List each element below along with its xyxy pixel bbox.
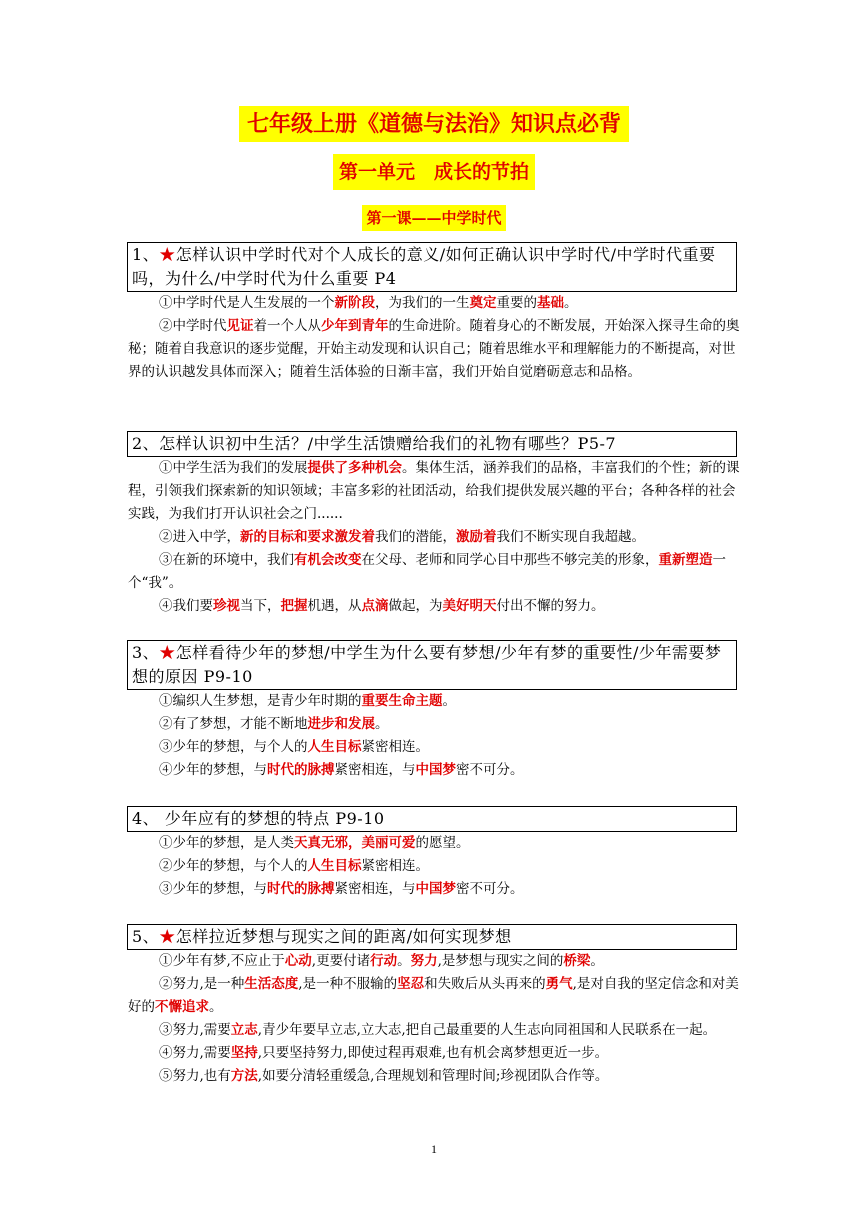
answer-text: ①编织人生梦想，是青少年时期的: [159, 693, 362, 709]
answer-item: [128, 595, 740, 618]
main-title: 七年级上册《道德与法治》知识点必背: [239, 106, 629, 142]
answer-text: ③努力,需要: [159, 1022, 231, 1038]
keyword: 人生目标: [307, 858, 362, 874]
answer-item: [128, 973, 740, 1019]
answer-item: [128, 713, 740, 736]
answer-text: ③少年的梦想，与: [159, 881, 267, 897]
keyword: 提供了多种机会: [307, 460, 402, 476]
answer-text: ②努力,是一种: [159, 976, 245, 992]
answer-list-5: [128, 950, 740, 1088]
answer-text: 。: [375, 716, 389, 732]
keyword: 努力: [410, 953, 438, 969]
answer-text: 我们不断实现自我超越。: [496, 529, 645, 545]
answer-text: 机遇，从: [307, 598, 362, 614]
keyword: 生活态度: [244, 976, 299, 992]
answer-text: ②中学时代: [159, 318, 227, 334]
keyword: 把握: [280, 598, 308, 614]
keyword: 美好明天: [442, 598, 497, 614]
answer-text: 重要的: [496, 295, 537, 311]
answer-item: [128, 549, 740, 595]
star-icon: ★: [159, 245, 176, 264]
main-title-row: [0, 106, 868, 142]
answer-item: [128, 950, 740, 973]
answer-text: ②少年的梦想，与个人的: [159, 858, 308, 874]
answer-text: 的生命进阶。随着身心的不断发展，开始深入探寻生命的奥秘；随着自我意识的逐步觉醒，开始主动发现和认识自己；随着思维水平和理解能力的不断提高，对世界的认识越发具体而深入；随着生活体验的日渐丰富，我们开始自觉磨砺意志和品格。: [128, 318, 740, 380]
answer-text: ①中学时代是人生发展的一个: [159, 295, 335, 311]
keyword: 点滴: [361, 598, 389, 614]
answer-text: ,青少年要早立志,立大志,把自己最重要的人生志向同祖国和人民联系在一起。: [257, 1022, 717, 1038]
answer-text: ⑤努力,也有: [159, 1068, 231, 1084]
answer-item: [128, 736, 740, 759]
keyword: 方法: [230, 1068, 258, 1084]
star-icon: ★: [159, 643, 176, 662]
answer-text: 。: [442, 693, 456, 709]
answer-item: [128, 315, 740, 384]
keyword: 基础: [537, 295, 564, 311]
answer-text: 紧密相连，与: [334, 881, 416, 897]
answer-text: ②有了梦想，才能不断地: [159, 716, 308, 732]
answer-text: 的愿望。: [415, 835, 470, 851]
answer-text: ,是梦想与现实之间的: [437, 953, 564, 969]
page-number: 1: [431, 1142, 437, 1156]
answer-item: [128, 878, 740, 901]
keyword: 人生目标: [307, 739, 362, 755]
answer-item: [128, 526, 740, 549]
keyword: 坚忍: [397, 976, 425, 992]
answer-text: 。: [564, 295, 578, 311]
answer-text: 紧密相连，与: [334, 762, 416, 778]
answer-text: ④我们要: [159, 598, 213, 614]
lesson-title: 第一课——中学时代: [362, 205, 505, 231]
answer-list-3: [128, 690, 740, 782]
answer-item: [128, 855, 740, 878]
answer-text: 。: [590, 953, 604, 969]
keyword: 天真无邪，美丽可爱: [294, 835, 416, 851]
lesson-title-row: [0, 205, 868, 231]
answer-text: ①少年有梦,不应止于: [159, 953, 285, 969]
answer-text: ,是一种不服输的: [298, 976, 398, 992]
keyword: 勇气: [545, 976, 573, 992]
answer-item: [128, 690, 740, 713]
keyword: 时代的脉搏: [267, 762, 335, 778]
keyword: 进步和发展: [307, 716, 375, 732]
keyword: 立志: [230, 1022, 258, 1038]
keyword: 珍视: [213, 598, 240, 614]
answer-text: 紧密相连。: [361, 858, 429, 874]
keyword: 桥梁: [563, 953, 591, 969]
answer-list-1: [128, 292, 740, 384]
keyword: 有机会改变: [294, 552, 362, 568]
answer-text: 我们的潜能，: [375, 529, 456, 545]
keyword: 心动: [284, 953, 312, 969]
answer-text: ,只要坚持努力,即使过程再艰难,也有机会离梦想更近一步。: [257, 1045, 609, 1061]
keyword: 不懈追求: [155, 999, 209, 1015]
answer-text: ②进入中学，: [159, 529, 240, 545]
question-box-2: 2、怎样认识初中生活？/中学生活馈赠给我们的礼物有哪些？P5-7: [127, 431, 737, 457]
answer-item: [128, 457, 740, 526]
keyword: 行动: [370, 953, 398, 969]
unit-title: 第一单元 成长的节拍: [333, 154, 535, 190]
answer-text: ④少年的梦想，与: [159, 762, 267, 778]
answer-item: [128, 759, 740, 782]
answer-text: ,是对自我的坚定信念和对美好的: [128, 976, 739, 1015]
answer-text: 付出不懈的努力。: [496, 598, 605, 614]
keyword: 新阶段: [334, 295, 375, 311]
keyword: 重新塑造: [658, 552, 713, 568]
keyword: 中国梦: [415, 762, 456, 778]
answer-item: [128, 832, 740, 855]
keyword: 时代的脉搏: [267, 881, 335, 897]
keyword: 坚持: [230, 1045, 258, 1061]
answer-text: 一个“我”。: [128, 552, 726, 591]
keyword: 重要生命主题: [361, 693, 443, 709]
answer-text: ④努力,需要: [159, 1045, 231, 1061]
answer-text: ③在新的环境中，我们: [159, 552, 294, 568]
answer-text: 。: [209, 999, 223, 1015]
keyword: 见证: [226, 318, 254, 334]
keyword: 激励着: [456, 529, 497, 545]
keyword: 奠定: [469, 295, 497, 311]
answer-text: 。集体生活，涵养我们的品格，丰富我们的个性；新的课程，引领我们探索新的知识领域；丰富多彩的社团活动，给我们提供发展兴趣的平台；各种各样的社会实践，为我们打开认识社会之门......: [128, 460, 740, 522]
answer-text: ①少年的梦想，是人类: [159, 835, 294, 851]
answer-list-4: [128, 832, 740, 901]
question-box-5: 5、★怎样拉近梦想与现实之间的距离/如何实现梦想: [127, 924, 737, 950]
question-box-4: 4、 少年应有的梦想的特点 P9-10: [127, 806, 737, 832]
answer-text: 当下，: [240, 598, 281, 614]
answer-text: 和失败后从头再来的: [424, 976, 546, 992]
answer-text: 做起，为: [388, 598, 443, 614]
question-box-3: 3、★怎样看待少年的梦想/中学生为什么要有梦想/少年有梦的重要性/少年需要梦想的原因 P9-10: [127, 640, 737, 690]
question-box-1: 1、★怎样认识中学时代对个人成长的意义/如何正确认识中学时代/中学时代重要吗，为什么/中学时代为什么重要 P4: [127, 242, 737, 292]
answer-text: 密不可分。: [456, 881, 524, 897]
keyword: 中国梦: [415, 881, 456, 897]
answer-text: 密不可分。: [456, 762, 524, 778]
unit-title-row: [0, 154, 868, 190]
answer-text: 。: [397, 953, 411, 969]
answer-text: ,如要分清轻重缓急,合理规划和管理时间;珍视团队合作等。: [257, 1068, 609, 1084]
answer-item: [128, 1019, 740, 1042]
answer-text: 着一个人从: [253, 318, 321, 334]
answer-text: 在父母、老师和同学心目中那些不够完美的形象，: [361, 552, 659, 568]
answer-text: 紧密相连。: [361, 739, 429, 755]
answer-text: ,更要付诸: [311, 953, 371, 969]
star-icon: ★: [159, 927, 176, 946]
answer-text: ①中学生活为我们的发展: [159, 460, 308, 476]
keyword: 少年到青年: [321, 318, 389, 334]
answer-text: ，为我们的一生: [375, 295, 470, 311]
answer-list-2: [128, 457, 740, 618]
answer-text: ③少年的梦想，与个人的: [159, 739, 308, 755]
answer-item: [128, 1065, 740, 1088]
keyword: 新的目标和要求激发着: [240, 529, 375, 545]
answer-item: [128, 1042, 740, 1065]
answer-item: [128, 292, 740, 315]
